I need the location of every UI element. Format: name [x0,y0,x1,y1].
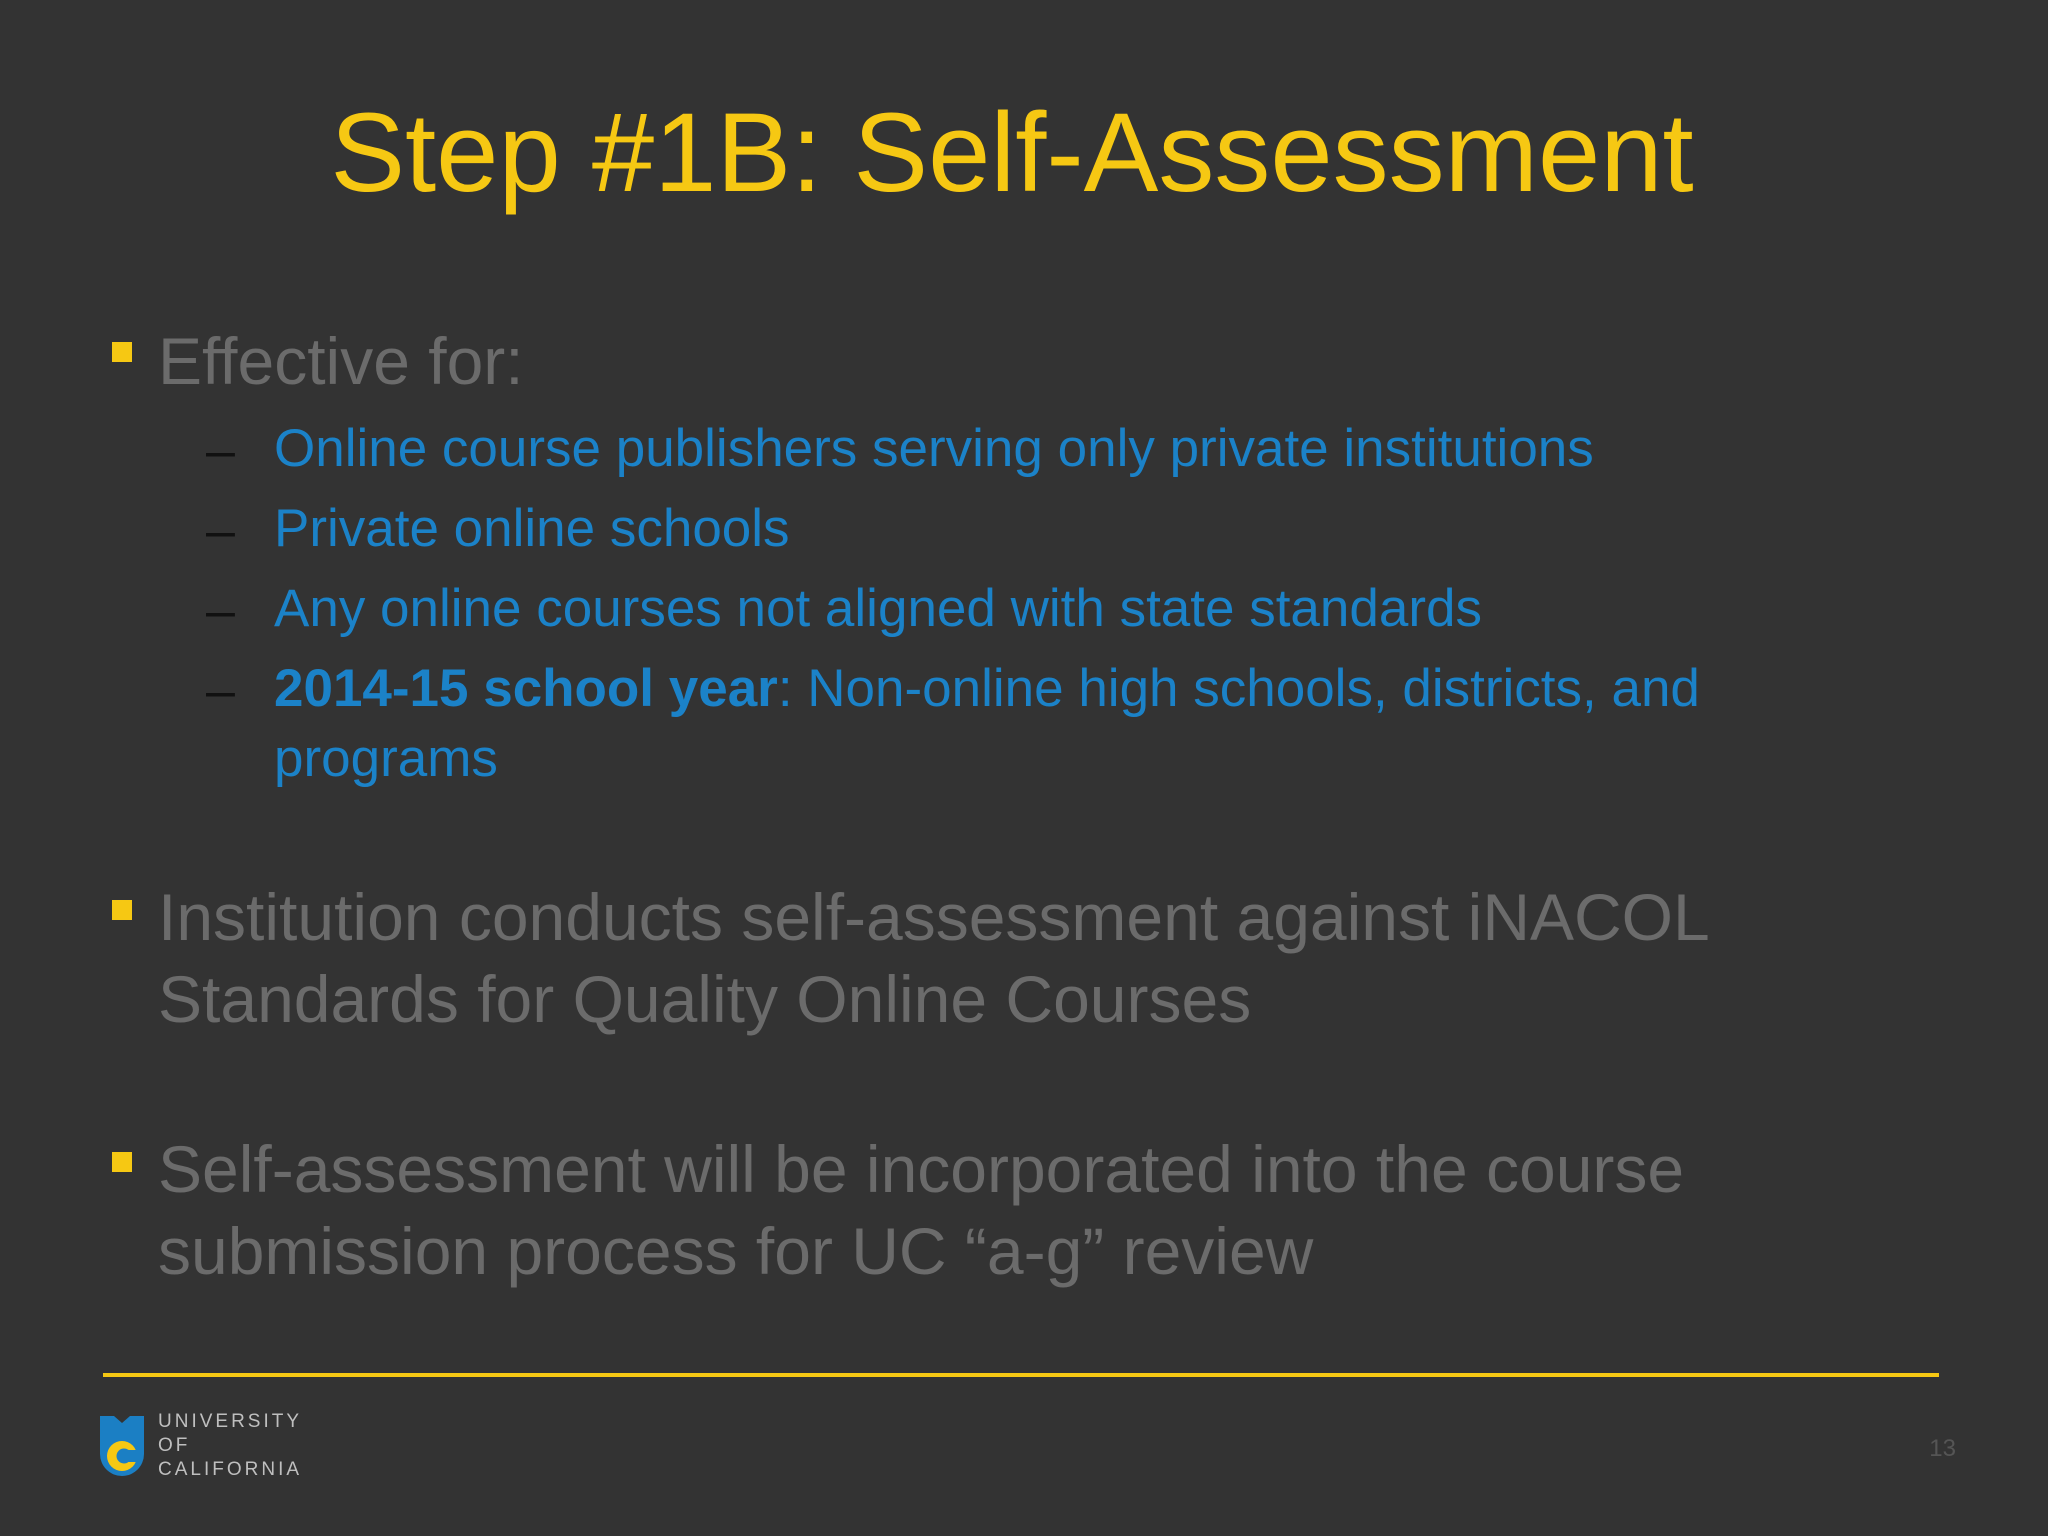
dash-icon: – [206,422,235,480]
sub-item-text [274,654,1894,794]
dash-icon: – [206,502,235,560]
sub-item-text: Online course publishers serving only private institutions [274,419,1594,478]
bullet-square-icon [112,342,132,362]
uc-logo [100,1410,320,1482]
sub-item-text: Any online courses not aligned with state standards [274,579,1482,638]
logo-line-university: UNIVERSITY [158,1411,303,1432]
sub-item-text: Private online schools [274,499,790,558]
dash-icon: – [206,582,235,640]
bullet-square-icon [112,900,132,920]
footer-divider [103,1373,1939,1377]
bullet-text: Effective for: [158,324,524,398]
bullet-text: Self-assessment will be incorporated into the course submission process for UC “a-g” review [158,1132,1685,1288]
uc-seal-icon [100,1416,144,1478]
sub-item-rest-text: : Non-online high schools, districts, and programs [274,659,1700,788]
slide-title: Step #1B: Self-Assessment [330,90,1694,215]
bullet-text: Institution conducts self-assessment against iNACOL Standards for Quality Online Courses [158,880,1710,1036]
sub-item-bold-text: 2014-15 school year [274,659,778,718]
bullet-square-icon [112,1152,132,1172]
logo-wordmark [158,1410,302,1482]
logo-line-california: CALIFORNIA [158,1459,303,1480]
page-number: 13 [1929,1435,1956,1462]
dash-icon: – [206,662,235,720]
logo-line-of: OF [158,1435,191,1456]
